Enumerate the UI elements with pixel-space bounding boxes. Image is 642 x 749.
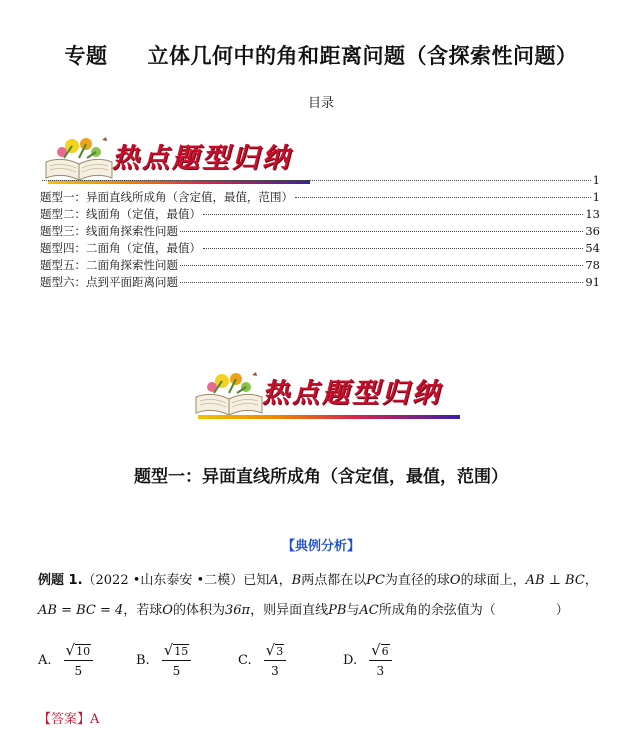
fraction <box>264 643 287 678</box>
toc-entry-page: 91 <box>585 275 600 289</box>
option-label: D. <box>343 653 358 668</box>
toc-entry-label: 题型四：二面角（定值，最值） <box>40 241 201 255</box>
open-book-flowers-icon <box>192 367 266 419</box>
banner-label: 热点题型归纳 <box>112 143 292 174</box>
math-equal-lengths: AB = BC = 4 <box>38 603 124 618</box>
table-of-contents <box>40 172 600 291</box>
answer-options <box>38 643 598 689</box>
square-root: √ 15 <box>163 641 189 659</box>
problem-text: 已知 <box>243 573 270 588</box>
section-title: 题型一：异面直线所成角（含定值，最值，范围） <box>134 467 508 487</box>
option-d[interactable] <box>343 643 392 678</box>
denominator: 3 <box>271 664 279 678</box>
toc-leader-dots <box>295 197 591 198</box>
title-prefix: 专题 <box>64 44 108 68</box>
toc-row[interactable] <box>40 189 600 206</box>
math-line-pb: PB <box>328 603 347 618</box>
radicand: 3 <box>276 645 284 658</box>
toc-entry-page: 1 <box>592 190 600 204</box>
toc-entry-page: 13 <box>585 207 600 221</box>
problem-text: 与 <box>346 603 360 618</box>
fraction <box>64 643 94 678</box>
math-point-a: A <box>269 573 279 588</box>
toc-row[interactable] <box>40 223 600 240</box>
square-root: √ 3 <box>265 641 284 659</box>
toc-leader-dots <box>180 265 583 266</box>
problem-number: 例题 1. <box>38 573 83 588</box>
toc-row[interactable] <box>40 206 600 223</box>
math-sphere-o: O <box>449 573 461 588</box>
toc-leader-dots <box>180 231 583 232</box>
radicand: 6 <box>381 645 389 658</box>
problem-text: 所成角的余弦值为（ <box>378 603 496 618</box>
toc-leader-dots <box>42 180 591 181</box>
problem-text: ，则异面直线 <box>250 603 329 618</box>
option-c[interactable] <box>238 643 286 678</box>
math-point-b: B <box>291 573 302 588</box>
example-analysis-tag: 【典例分析】 <box>281 539 360 554</box>
problem-text: 为直径的球 <box>384 573 450 588</box>
square-root: √ 6 <box>371 641 389 659</box>
toc-row[interactable] <box>40 274 600 291</box>
toc-entry-page: 78 <box>585 258 600 272</box>
math-sphere-o: O <box>162 603 173 618</box>
radicand: 10 <box>76 645 91 658</box>
problem-line-2 <box>38 596 608 626</box>
math-perpendicular: AB ⊥ BC <box>525 573 585 588</box>
toc-leader-dots <box>203 214 583 215</box>
problem-text: ， <box>584 573 598 588</box>
square-root: √ 10 <box>65 641 91 659</box>
toc-entry-label: 题型二：线面角（定值，最值） <box>40 207 201 221</box>
toc-row[interactable] <box>40 172 600 189</box>
example-problem <box>38 566 608 626</box>
banner-label: 热点题型归纳 <box>262 378 442 409</box>
problem-text: ，若球 <box>123 603 163 618</box>
problem-text: 的球面上， <box>460 573 526 588</box>
option-label: C. <box>238 653 252 668</box>
problem-line-1 <box>38 566 608 596</box>
hot-topics-banner <box>192 365 462 425</box>
denominator: 5 <box>74 664 83 678</box>
option-label: A. <box>38 653 52 668</box>
toc-heading: 目录 <box>307 96 334 111</box>
math-segment-pc: PC <box>366 573 385 588</box>
toc-leader-dots <box>180 282 583 283</box>
denominator: 3 <box>376 664 385 678</box>
problem-source: （2022 •山东泰安 •二模） <box>82 573 244 588</box>
answer-text: 【答案】A <box>38 712 100 727</box>
toc-entry-label: 题型五：二面角探索性问题 <box>40 258 178 272</box>
option-b[interactable] <box>136 643 191 678</box>
problem-text: ， <box>278 573 292 588</box>
toc-leader-dots <box>203 248 583 249</box>
toc-entry-label: 题型六：点到平面距离问题 <box>40 275 178 289</box>
toc-entry-label: 题型一：异面直线所成角（含定值，最值，范围） <box>40 190 293 204</box>
problem-text: 的体积为 <box>172 603 225 618</box>
problem-text: 两点都在以 <box>301 573 367 588</box>
title-main: 立体几何中的角和距离问题（含探索性问题） <box>147 44 578 68</box>
option-label: B. <box>136 653 150 668</box>
radicand: 15 <box>174 645 189 658</box>
math-line-ac: AC <box>359 603 379 618</box>
document-title <box>0 40 642 70</box>
denominator: 5 <box>172 664 181 678</box>
toc-entry-label: 题型三：线面角探索性问题 <box>40 224 178 238</box>
fraction <box>162 643 192 678</box>
problem-text: ） <box>555 603 569 618</box>
math-volume: 36π <box>224 603 251 618</box>
banner-gradient-bar <box>198 415 460 419</box>
toc-entry-page: 54 <box>585 241 600 255</box>
toc-row[interactable] <box>40 257 600 274</box>
toc-row[interactable] <box>40 240 600 257</box>
option-a[interactable] <box>38 643 93 678</box>
toc-entry-page: 36 <box>585 224 600 238</box>
fraction <box>369 643 392 678</box>
toc-entry-page: 1 <box>592 173 600 187</box>
